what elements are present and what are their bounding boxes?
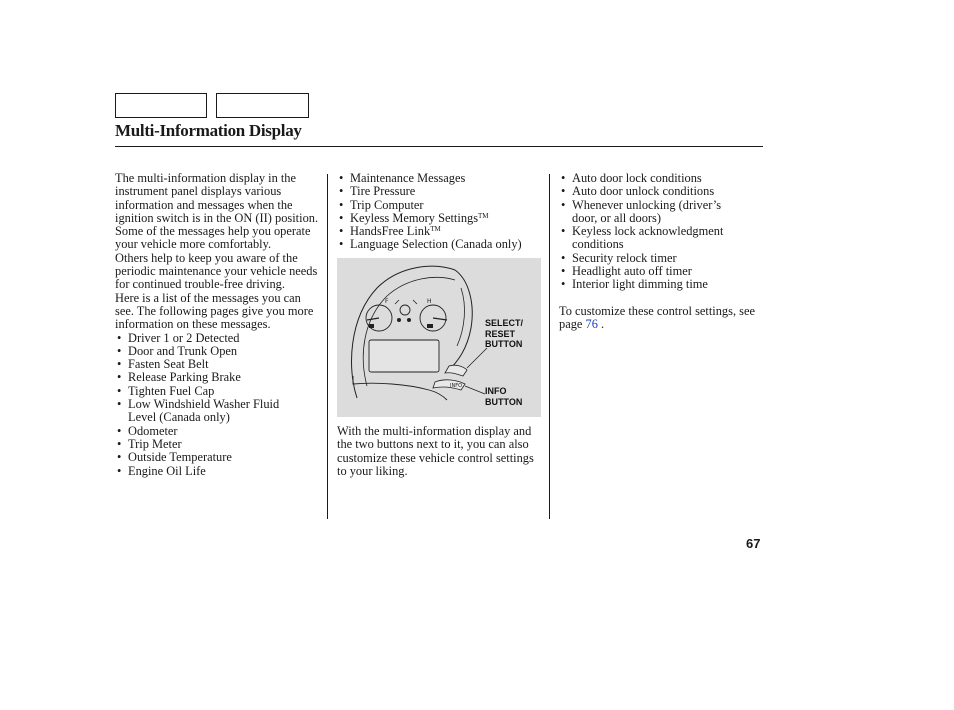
list-item: • Auto door unlock conditions	[559, 185, 764, 198]
list-item: • Keyless lock acknowledgment	[559, 225, 764, 238]
section-tab-2[interactable]	[216, 93, 309, 118]
list-item: • Security relock timer	[559, 252, 764, 265]
svg-text:H: H	[427, 298, 432, 305]
list-item: • Interior light dimming time	[559, 278, 764, 291]
list-item: • Door and Trunk Open	[115, 345, 320, 358]
list-item: • Trip Meter	[115, 438, 320, 451]
customize-paragraph: With the multi-information display and the two buttons next to it, you can also customize these vehicle control settings to your liking.	[337, 424, 534, 478]
list-item: • Release Parking Brake	[115, 371, 320, 384]
column-divider-1	[327, 174, 328, 519]
list-item: • Engine Oil Life	[115, 465, 320, 478]
trademark-mark: TM	[478, 211, 489, 220]
info-button-label: INFO BUTTON	[485, 386, 523, 407]
list-item: • Tire Pressure	[337, 185, 542, 198]
message-list-continued	[337, 172, 542, 252]
title-rule	[115, 146, 763, 147]
list-item: • Whenever unlocking (driver’s	[559, 199, 764, 212]
list-item: • Trip Computer	[337, 199, 542, 212]
maintenance-paragraph: Others help to keep you aware of the periodic maintenance your vehicle needs for continued trouble-free driving.	[115, 250, 318, 292]
message-list	[115, 332, 320, 478]
list-item-text: HandsFree Link	[350, 224, 431, 239]
warning-indicator-icon	[400, 305, 410, 315]
svg-text:F: F	[385, 298, 389, 305]
list-item: door, or all doors)	[572, 210, 661, 225]
column-3	[559, 172, 764, 331]
customize-paragraph-block	[337, 425, 542, 478]
see-page-paragraph: To customize these control settings, see page 76 .	[559, 303, 755, 331]
list-item	[337, 212, 542, 225]
list-item: • Driver 1 or 2 Detected	[115, 332, 320, 345]
select-reset-leader-line	[467, 348, 487, 368]
list-item: • Maintenance Messages	[337, 172, 542, 185]
list-item: • Auto door lock conditions	[559, 172, 764, 185]
intro-paragraph: The multi-information display in the instrument panel displays various information and messages when the ignition switch is in the ON (II) position. Some of the messages help you operate your vehicle more comfortably.	[115, 171, 319, 252]
messages-paragraph: Here is a list of the messages you can see. The following pages give you more information on these messages.	[115, 290, 314, 332]
column-divider-2	[549, 174, 550, 519]
page-number: 67	[746, 536, 761, 551]
list-item: • Odometer	[115, 425, 320, 438]
select-reset-button-label: SELECT/ RESET BUTTON	[485, 318, 524, 349]
list-item: • Headlight auto off timer	[559, 265, 764, 278]
section-tab-1[interactable]	[115, 93, 207, 118]
svg-text:INFO: INFO	[450, 383, 463, 389]
list-item	[337, 225, 542, 238]
instrument-panel-figure	[337, 258, 541, 417]
column-2	[337, 172, 542, 252]
list-item-text: Keyless Memory Settings	[350, 210, 479, 225]
column-1	[115, 172, 320, 478]
multi-information-display-screen	[369, 340, 439, 372]
list-item: • Outside Temperature	[115, 451, 320, 464]
info-leader-line	[465, 386, 485, 394]
trademark-mark: TM	[430, 225, 441, 234]
page-76-link[interactable]: 76	[585, 316, 598, 331]
settings-list	[559, 172, 764, 292]
select-reset-button[interactable]	[445, 365, 467, 376]
list-item: Level (Canada only)	[128, 410, 230, 425]
list-item: conditions	[572, 237, 624, 252]
list-item: • Tighten Fuel Cap	[115, 385, 320, 398]
list-item: • Language Selection (Canada only)	[337, 238, 542, 251]
list-item: • Fasten Seat Belt	[115, 358, 320, 371]
list-item: • Low Windshield Washer Fluid	[115, 398, 320, 411]
page-title: Multi-Information Display	[115, 121, 302, 140]
